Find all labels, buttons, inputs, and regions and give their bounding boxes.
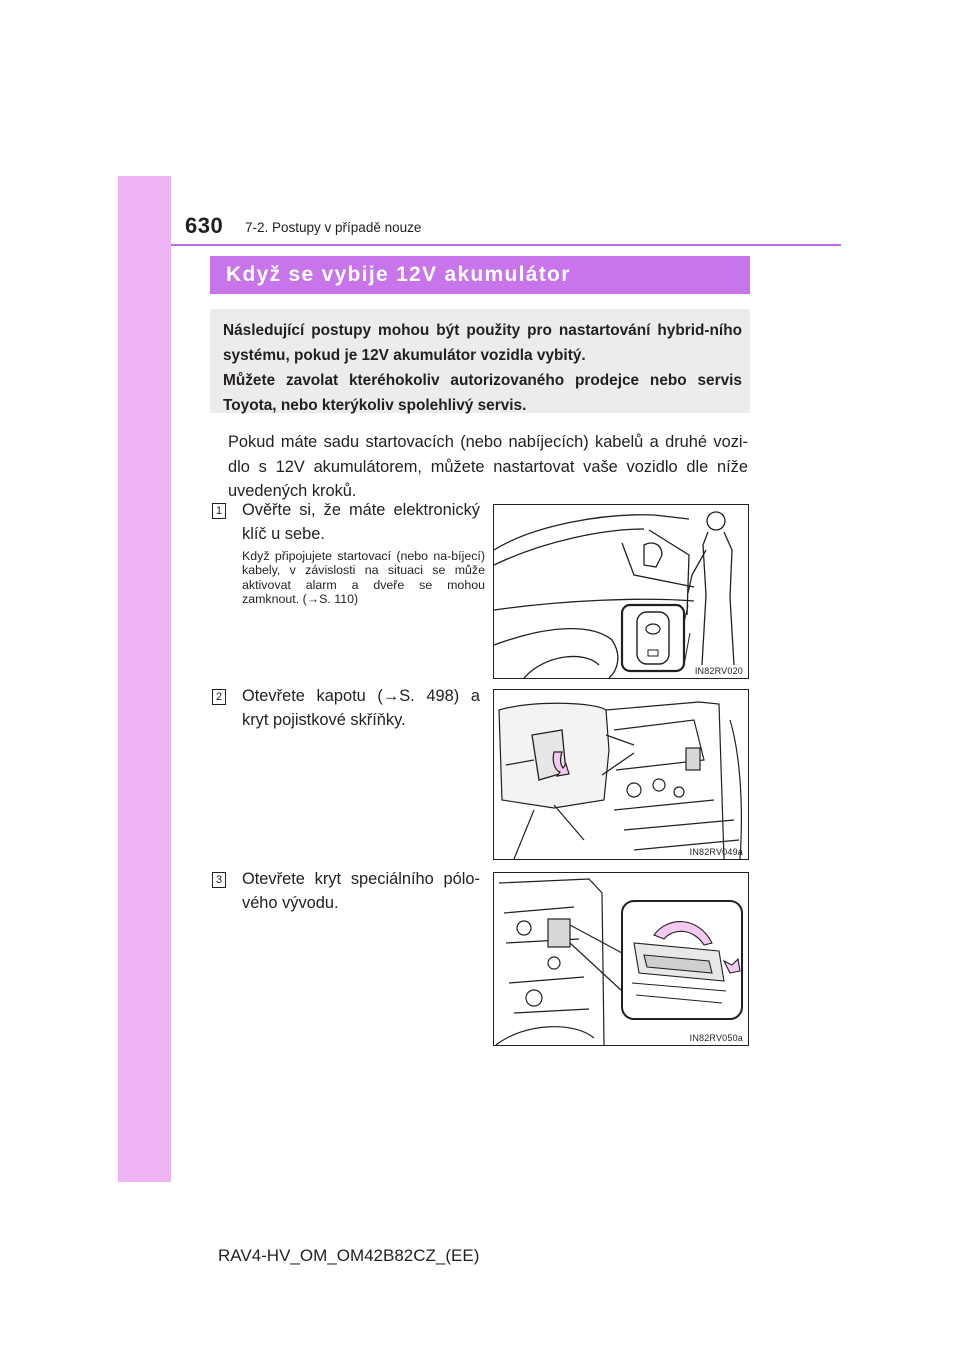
header-rule xyxy=(171,244,841,246)
step-3-number: 3 xyxy=(212,872,226,888)
figure-code-2: IN82RV049a xyxy=(689,847,743,857)
page-title: Když se vybije 12V akumulátor xyxy=(226,263,571,286)
step-1-number: 1 xyxy=(212,503,226,519)
step-3-text: Otevřete kryt speciálního pólo-vého vývodu. xyxy=(242,870,480,912)
step-2-text: Otevřete kapotu (→S. 498) a kryt pojistkové skříňky. xyxy=(242,687,480,729)
figure-fuse-box xyxy=(493,689,749,860)
intro-paragraph-2: Můžete zavolat kteréhokoliv autorizovaného prodejce nebo servis Toyota, nebo kterýkoliv spolehlivý servis. xyxy=(223,372,742,414)
step-1-note: Když připojujete startovací (nebo na-bíjecí) kabely, v závislosti na situaci se může aktivovat alarm a dveře se mohou zamknout. (→S. 110) xyxy=(242,549,485,606)
section-label: 7-2. Postupy v případě nouze xyxy=(245,220,422,235)
intro-paragraph-1: Následující postupy mohou být použity pro nastartování hybrid-ního systému, pokud je 12V akumulátor vozidla vybitý. xyxy=(223,322,742,364)
figure-electronic-key xyxy=(493,504,749,679)
figure-terminal-cover xyxy=(493,872,749,1046)
illustration-engine-bay xyxy=(494,690,748,859)
figure-code-3: IN82RV050a xyxy=(689,1033,743,1043)
title-banner xyxy=(210,256,750,294)
step-2-number: 2 xyxy=(212,689,226,705)
chapter-tab-strip xyxy=(118,176,171,1182)
step-1-text: Ověřte si, že máte elektronický klíč u sebe. xyxy=(242,501,480,543)
body-paragraph: Pokud máte sadu startovacích (nebo nabíjecích) kabelů a druhé vozi-dlo s 12V akumulátorem, můžete nastartovat vaše vozidlo dle níže uvedených kroků. xyxy=(228,433,748,500)
document-footer: RAV4-HV_OM_OM42B82CZ_(EE) xyxy=(218,1246,480,1265)
figure-code-1: IN82RV020 xyxy=(694,666,743,676)
illustration-terminal-cover xyxy=(494,873,748,1045)
intro-box xyxy=(210,309,750,413)
page-number: 630 xyxy=(185,213,224,238)
illustration-person-at-car xyxy=(494,505,748,678)
